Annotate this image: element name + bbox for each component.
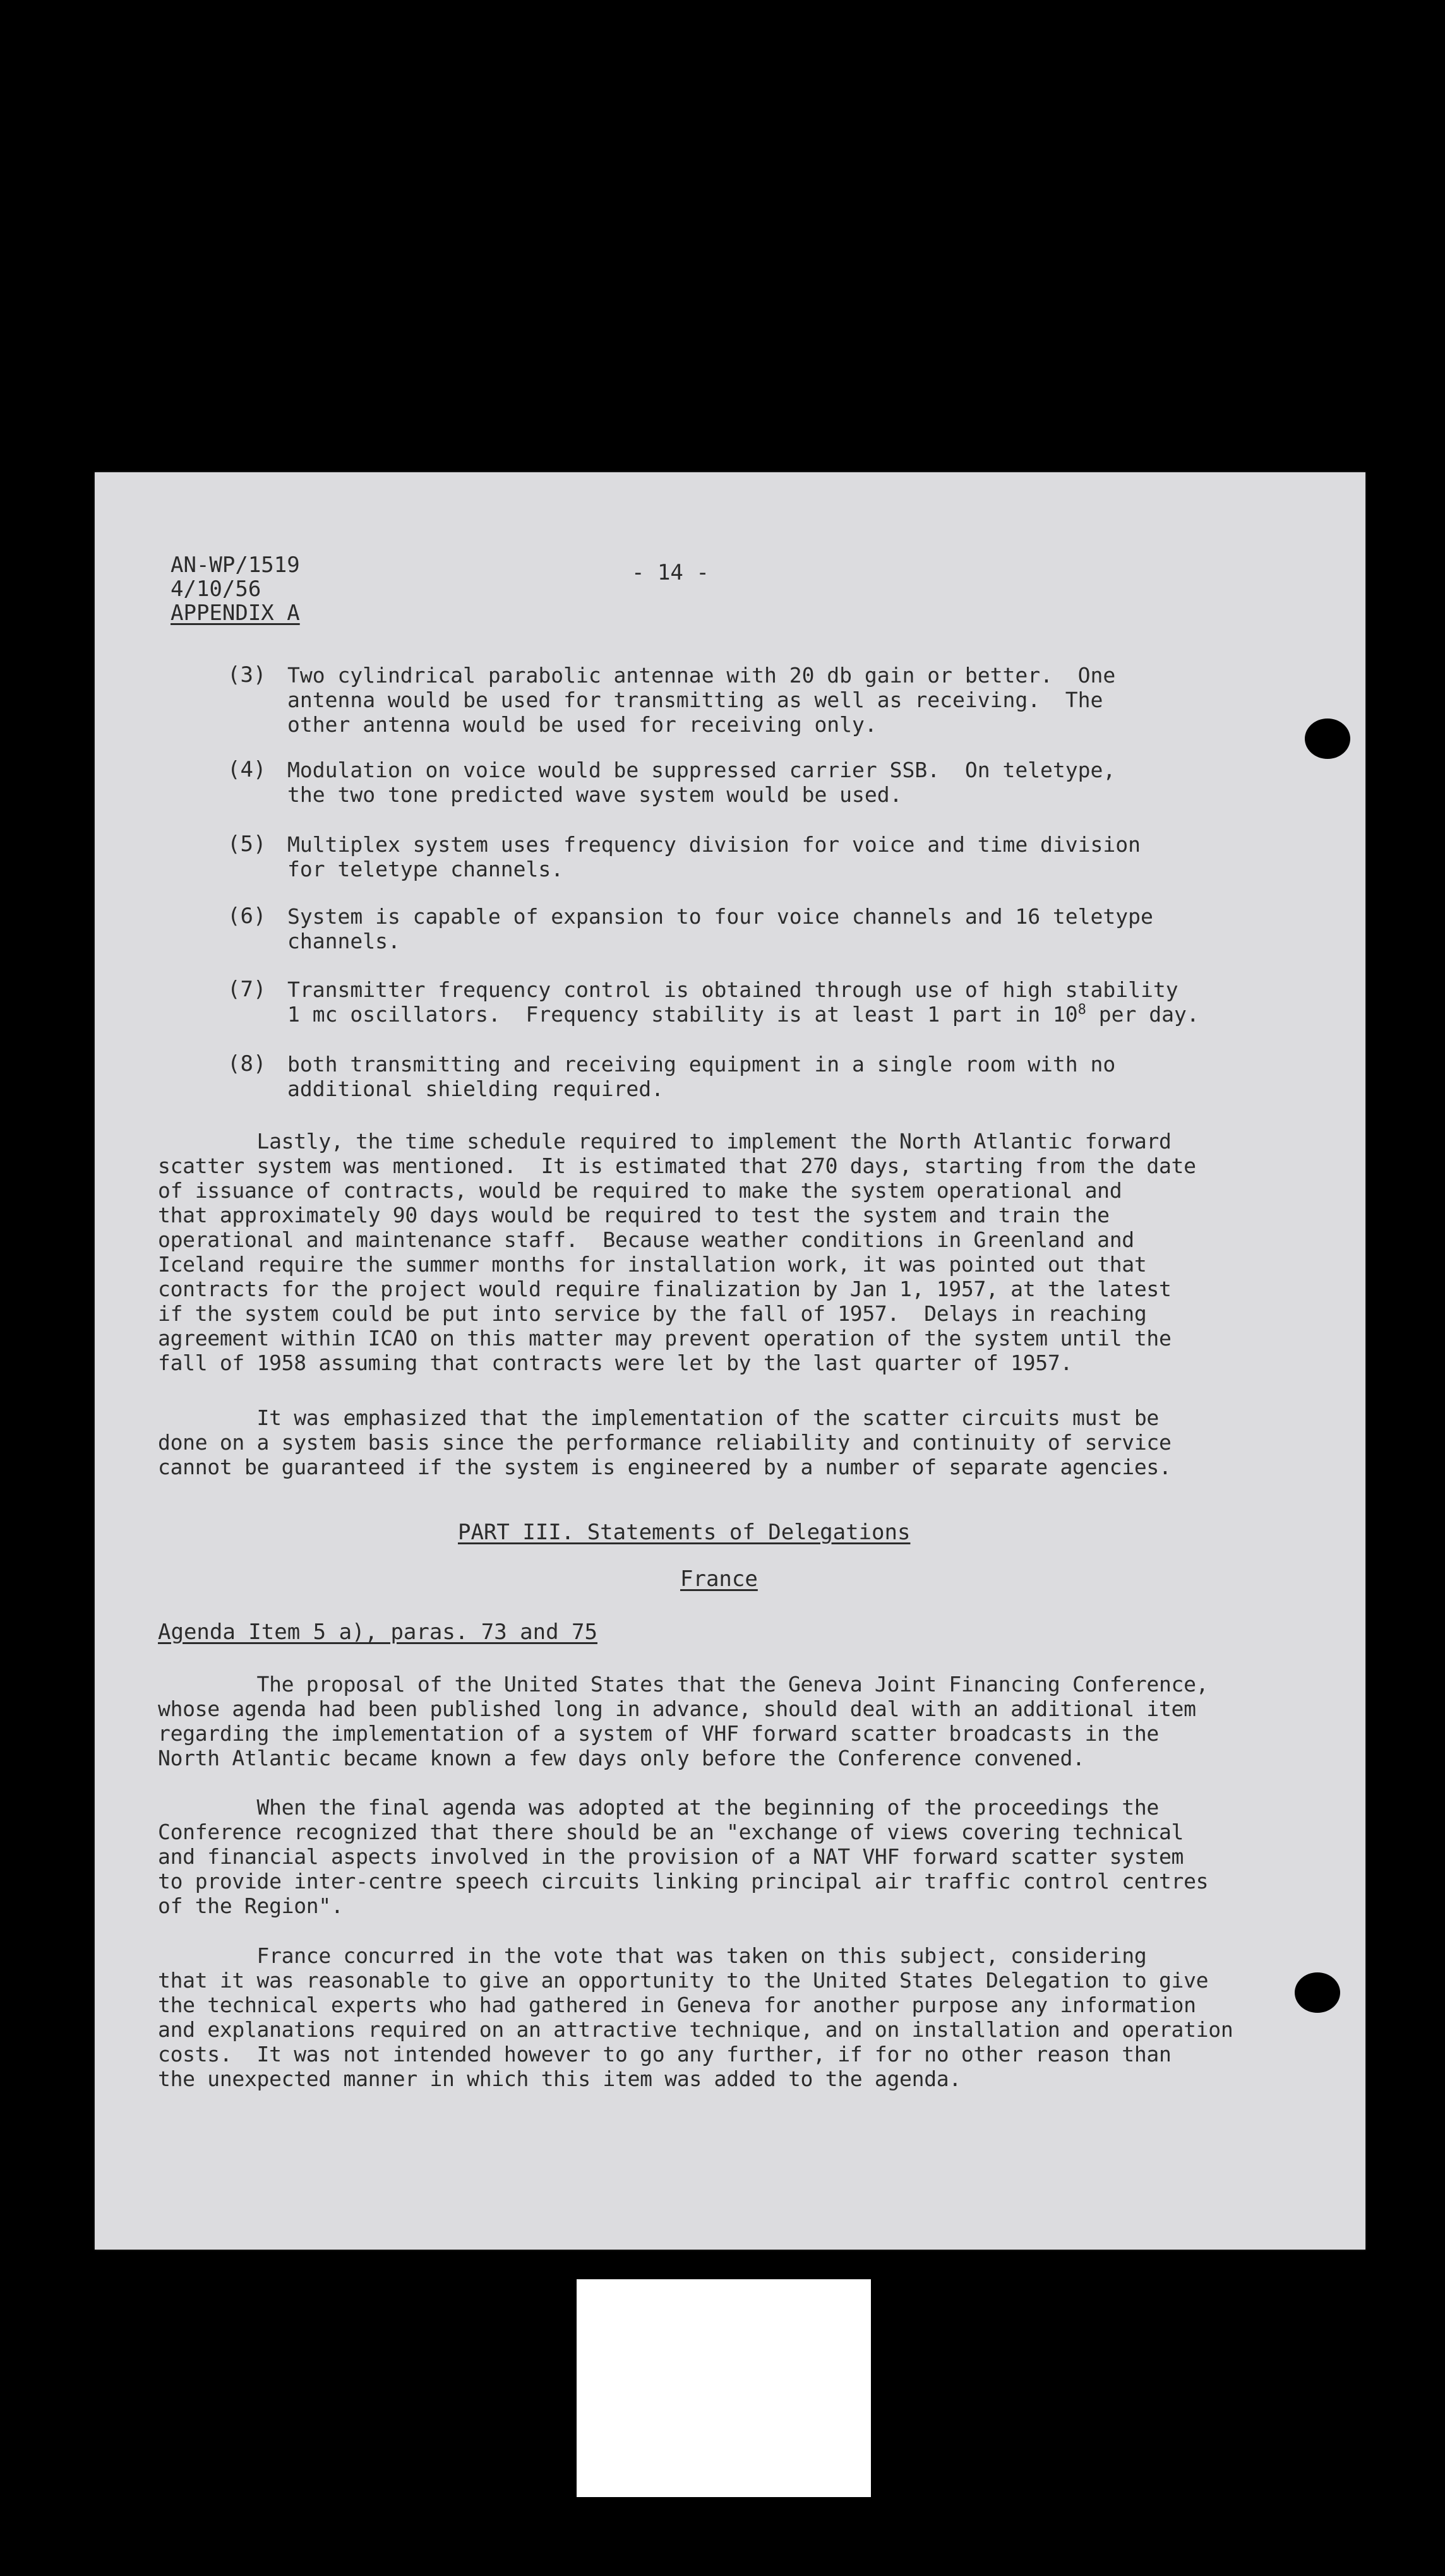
item-text: both transmitting and receiving equipment in a single room with no additional shielding required. [287, 1052, 1116, 1101]
item-number: (8) [227, 1051, 267, 1076]
agenda-heading: Agenda Item 5 a), paras. 73 and 75 [158, 1619, 597, 1645]
country-heading: France [680, 1566, 758, 1592]
item-text: Transmitter frequency control is obtained through use of high stability 1 mc oscillators. Frequency stability is at least 1 part in $10^8$ per day. [287, 977, 1199, 1027]
item-number: (5) [227, 832, 267, 857]
item-number: (6) [227, 903, 267, 929]
doc-id: AN-WP/1519 [171, 552, 300, 578]
part-heading: PART III. Statements of Delegations [458, 1520, 911, 1545]
paragraph-system-basis: It was emphasized that the implementation of the scatter circuits must be done on a system basis since the performance reliability and continuity of service cannot be guaranteed if the system is engineered by a number of separate agencies. [158, 1405, 1172, 1479]
paragraph-france-concurred: France concurred in the vote that was taken on this subject, considering that it was reasonable to give an opportunity to the United States Delegation to give the technical experts who had gathered in Geneva for another purpose any information and explanations required on an attractive technique, and on installation and operation costs. It was not intended however to go any further, if for no other reason than the unexpected manner in which this item was added to the agenda. [158, 1943, 1233, 2091]
doc-date: 4/10/56 [171, 576, 261, 602]
punch-hole-top [1305, 719, 1350, 759]
punch-hole-bottom [1295, 1972, 1340, 2013]
paragraph-us-proposal: The proposal of the United States that the Geneva Joint Financing Conference, whose agenda had been published long in advance, should deal with an additional item regarding the implementation of a system of VHF forward scatter broadcasts in the North Atlantic became known a few days only before the Conference convened. [158, 1672, 1209, 1770]
page-number: - 14 - [632, 560, 709, 585]
item-text: Two cylindrical parabolic antennae with 20 db gain or better. One antenna would be used for transmitting as well as receiving. The other antenna would be used for receiving only. [287, 663, 1116, 737]
item-text: Modulation on voice would be suppressed carrier SSB. On teletype, the two tone predicted wave system would be used. [287, 758, 1116, 807]
item-number: (3) [227, 662, 267, 688]
item-text: System is capable of expansion to four voice channels and 16 teletype channels. [287, 904, 1153, 953]
superscript-exponent: 8 [1077, 1002, 1086, 1018]
paragraph-final-agenda: When the final agenda was adopted at the beginning of the proceedings the Conference recognized that there should be an "exchange of views covering technical and financial aspects involved in the provision of a NAT VHF forward scatter system to provide inter-centre speech circuits linking principal air traffic control centres of the Region". [158, 1795, 1209, 1918]
paragraph-time-schedule: Lastly, the time schedule required to implement the North Atlantic forward scatter system was mentioned. It is estimated that 270 days, starting from the date of issuance of contracts, would be required to make the system operational and that approximately 90 days would be required to test the system and train the operational and maintenance staff. Because weather conditions in Greenland and Iceland require the summer months for installation work, it was pointed out that contracts for the project would require finalization by Jan 1, 1957, at the latest if the system could be put into service by the fall of 1957. Delays in reaching agreement within ICAO on this matter may prevent operation of the system until the fall of 1958 assuming that contracts were let by the last quarter of 1957. [158, 1129, 1196, 1375]
appendix-label: APPENDIX A [171, 600, 300, 626]
item-text: Multiplex system uses frequency division for voice and time division for teletype channels. [287, 832, 1141, 881]
document-page [95, 472, 1365, 2250]
item-number: (7) [227, 977, 267, 1002]
white-card [577, 2279, 871, 2497]
item-number: (4) [227, 757, 267, 782]
